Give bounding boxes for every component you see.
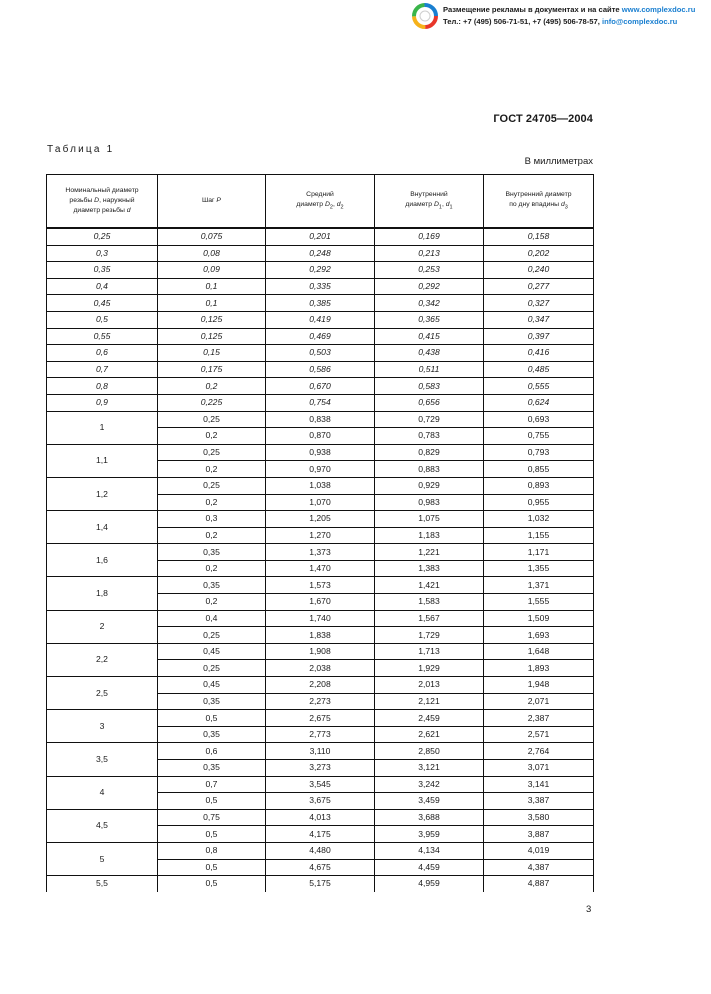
cell-nominal-diameter: 1,1 <box>47 444 158 477</box>
cell-d2: 4,675 <box>266 859 375 876</box>
cell-d3: 0,755 <box>484 428 594 445</box>
cell-p: 0,2 <box>158 527 266 544</box>
cell-d2: 0,870 <box>266 428 375 445</box>
cell-d2: 1,470 <box>266 560 375 577</box>
header-pitch: Шаг P <box>158 175 266 229</box>
cell-p: 0,35 <box>158 726 266 743</box>
cell-d2: 1,670 <box>266 594 375 611</box>
cell-d3: 0,327 <box>484 295 594 312</box>
cell-d3: 0,240 <box>484 262 594 279</box>
cell-d3: 0,555 <box>484 378 594 395</box>
cell-nominal-diameter: 5,5 <box>47 876 158 892</box>
table-row <box>47 245 594 262</box>
cell-nominal-diameter: 2,5 <box>47 677 158 710</box>
table-row <box>47 477 594 494</box>
table-row <box>47 842 594 859</box>
cell-d1: 0,213 <box>375 245 484 262</box>
cell-p: 0,25 <box>158 411 266 428</box>
cell-nominal-diameter: 0,3 <box>47 245 158 262</box>
cell-d2: 1,573 <box>266 577 375 594</box>
cell-nominal-diameter: 1,8 <box>47 577 158 610</box>
cell-d2: 0,938 <box>266 444 375 461</box>
cell-d2: 0,292 <box>266 262 375 279</box>
table-row <box>47 228 594 245</box>
cell-d1: 3,242 <box>375 776 484 793</box>
cell-d2: 1,838 <box>266 627 375 644</box>
cell-p: 0,5 <box>158 876 266 892</box>
table-body <box>47 228 594 892</box>
cell-d3: 3,141 <box>484 776 594 793</box>
table-row <box>47 677 594 694</box>
cell-d2: 0,385 <box>266 295 375 312</box>
table-row <box>47 643 594 660</box>
cell-p: 0,08 <box>158 245 266 262</box>
header-pitch-diameter: Средний диаметр $D_2$, $d_2$ <box>266 175 375 229</box>
table-row <box>47 295 594 312</box>
gost-code: ГОСТ 24705—2004 <box>493 113 593 125</box>
cell-d1: 0,983 <box>375 494 484 511</box>
cell-d3: 4,887 <box>484 876 594 892</box>
cell-nominal-diameter: 0,55 <box>47 328 158 345</box>
cell-d3: 2,764 <box>484 743 594 760</box>
cell-d1: 1,929 <box>375 660 484 677</box>
page-number: 3 <box>586 904 592 915</box>
table-row <box>47 394 594 411</box>
cell-d1: 2,621 <box>375 726 484 743</box>
cell-p: 0,25 <box>158 477 266 494</box>
cell-d1: 0,292 <box>375 278 484 295</box>
cell-d1: 1,583 <box>375 594 484 611</box>
cell-d3: 1,371 <box>484 577 594 594</box>
cell-d2: 0,201 <box>266 228 375 245</box>
cell-d2: 4,013 <box>266 809 375 826</box>
cell-nominal-diameter: 3 <box>47 710 158 743</box>
cell-d1: 1,075 <box>375 511 484 528</box>
email-link[interactable]: info@complexdoc.ru <box>601 17 678 26</box>
cell-p: 0,125 <box>158 328 266 345</box>
cell-d2: 0,469 <box>266 328 375 345</box>
cell-d2: 3,110 <box>266 743 375 760</box>
cell-d3: 0,955 <box>484 494 594 511</box>
table-row <box>47 278 594 295</box>
cell-d2: 1,205 <box>266 511 375 528</box>
cell-d3: 3,580 <box>484 809 594 826</box>
table-row <box>47 710 594 727</box>
cell-d2: 2,675 <box>266 710 375 727</box>
cell-d3: 0,202 <box>484 245 594 262</box>
cell-d1: 1,221 <box>375 544 484 561</box>
cell-d2: 1,373 <box>266 544 375 561</box>
cell-nominal-diameter: 0,9 <box>47 394 158 411</box>
cell-nominal-diameter: 5 <box>47 842 158 875</box>
cell-d1: 4,459 <box>375 859 484 876</box>
cell-d2: 0,670 <box>266 378 375 395</box>
cell-p: 0,35 <box>158 693 266 710</box>
cell-d3: 0,893 <box>484 477 594 494</box>
cell-d1: 0,169 <box>375 228 484 245</box>
cell-nominal-diameter: 0,4 <box>47 278 158 295</box>
cell-d2: 1,740 <box>266 610 375 627</box>
cell-d1: 2,459 <box>375 710 484 727</box>
cell-d2: 1,038 <box>266 477 375 494</box>
cell-d2: 0,335 <box>266 278 375 295</box>
cell-nominal-diameter: 0,5 <box>47 311 158 328</box>
cell-d2: 0,248 <box>266 245 375 262</box>
cell-p: 0,1 <box>158 295 266 312</box>
cell-nominal-diameter: 4 <box>47 776 158 809</box>
header-minor-diameter: Внутренний диаметр $D_1$, $d_1$ <box>375 175 484 229</box>
table-row <box>47 544 594 561</box>
cell-p: 0,35 <box>158 577 266 594</box>
cell-p: 0,7 <box>158 776 266 793</box>
cell-d3: 0,693 <box>484 411 594 428</box>
cell-nominal-diameter: 2 <box>47 610 158 643</box>
cell-d1: 1,383 <box>375 560 484 577</box>
cell-d3: 2,071 <box>484 693 594 710</box>
cell-d1: 3,121 <box>375 760 484 777</box>
cell-nominal-diameter: 4,5 <box>47 809 158 842</box>
table-row <box>47 328 594 345</box>
cell-d1: 1,729 <box>375 627 484 644</box>
cell-p: 0,125 <box>158 311 266 328</box>
cell-p: 0,75 <box>158 809 266 826</box>
table-row <box>47 743 594 760</box>
cell-nominal-diameter: 0,8 <box>47 378 158 395</box>
cell-d3: 1,893 <box>484 660 594 677</box>
cell-d1: 1,567 <box>375 610 484 627</box>
cell-p: 0,2 <box>158 378 266 395</box>
cell-d1: 2,850 <box>375 743 484 760</box>
cell-d1: 0,656 <box>375 394 484 411</box>
cell-p: 0,5 <box>158 710 266 727</box>
table-row <box>47 610 594 627</box>
cell-d1: 1,421 <box>375 577 484 594</box>
cell-d2: 0,754 <box>266 394 375 411</box>
table-row <box>47 511 594 528</box>
table-row <box>47 577 594 594</box>
cell-d3: 4,019 <box>484 842 594 859</box>
cell-d3: 0,347 <box>484 311 594 328</box>
ad-line-1 <box>443 5 695 15</box>
cell-d1: 0,415 <box>375 328 484 345</box>
cell-d3: 3,387 <box>484 793 594 810</box>
table-row <box>47 411 594 428</box>
cell-d2: 0,586 <box>266 361 375 378</box>
cell-d2: 4,480 <box>266 842 375 859</box>
cell-nominal-diameter: 0,7 <box>47 361 158 378</box>
cell-d1: 0,342 <box>375 295 484 312</box>
cell-d2: 2,773 <box>266 726 375 743</box>
cell-d2: 4,175 <box>266 826 375 843</box>
cell-d1: 0,253 <box>375 262 484 279</box>
cell-p: 0,075 <box>158 228 266 245</box>
cell-nominal-diameter: 0,25 <box>47 228 158 245</box>
cell-p: 0,45 <box>158 677 266 694</box>
cell-d3: 0,485 <box>484 361 594 378</box>
cell-d1: 0,511 <box>375 361 484 378</box>
cell-d3: 4,387 <box>484 859 594 876</box>
cell-d2: 0,970 <box>266 461 375 478</box>
cell-p: 0,5 <box>158 826 266 843</box>
table-row <box>47 311 594 328</box>
cell-d2: 3,545 <box>266 776 375 793</box>
cell-d2: 0,503 <box>266 345 375 362</box>
cell-d2: 1,270 <box>266 527 375 544</box>
cell-d1: 3,959 <box>375 826 484 843</box>
cell-d3: 1,355 <box>484 560 594 577</box>
cell-d2: 5,175 <box>266 876 375 892</box>
gear-logo-icon <box>412 3 438 29</box>
cell-d3: 0,158 <box>484 228 594 245</box>
cell-d1: 0,583 <box>375 378 484 395</box>
cell-d3: 1,032 <box>484 511 594 528</box>
cell-p: 0,5 <box>158 859 266 876</box>
cell-d3: 1,155 <box>484 527 594 544</box>
thread-dimensions-table <box>46 174 594 892</box>
cell-d1: 3,459 <box>375 793 484 810</box>
cell-d3: 1,648 <box>484 643 594 660</box>
cell-d3: 1,693 <box>484 627 594 644</box>
cell-d1: 1,713 <box>375 643 484 660</box>
ad-line-2 <box>443 17 677 27</box>
cell-d1: 0,883 <box>375 461 484 478</box>
cell-p: 0,2 <box>158 494 266 511</box>
cell-d3: 0,793 <box>484 444 594 461</box>
cell-d2: 3,273 <box>266 760 375 777</box>
cell-d3: 3,071 <box>484 760 594 777</box>
cell-nominal-diameter: 0,6 <box>47 345 158 362</box>
header-nominal-diameter: Номинальный диаметр резьбы D, наружный диаметр резьбы d <box>47 175 158 229</box>
cell-p: 0,2 <box>158 560 266 577</box>
cell-d1: 4,959 <box>375 876 484 892</box>
cell-p: 0,6 <box>158 743 266 760</box>
cell-p: 0,35 <box>158 544 266 561</box>
cell-d3: 0,416 <box>484 345 594 362</box>
cell-d3: 0,855 <box>484 461 594 478</box>
cell-p: 0,1 <box>158 278 266 295</box>
cell-d2: 1,070 <box>266 494 375 511</box>
table-row <box>47 378 594 395</box>
header-root-diameter: Внутренний диаметр по дну впадины $d_3$ <box>484 175 594 229</box>
cell-p: 0,35 <box>158 760 266 777</box>
cell-d3: 1,948 <box>484 677 594 694</box>
cell-p: 0,3 <box>158 511 266 528</box>
cell-p: 0,2 <box>158 461 266 478</box>
cell-d1: 0,929 <box>375 477 484 494</box>
cell-nominal-diameter: 2,2 <box>47 643 158 676</box>
cell-p: 0,25 <box>158 627 266 644</box>
cell-d1: 4,134 <box>375 842 484 859</box>
table-row <box>47 444 594 461</box>
cell-d2: 2,208 <box>266 677 375 694</box>
cell-d3: 3,887 <box>484 826 594 843</box>
cell-d2: 0,419 <box>266 311 375 328</box>
cell-d1: 2,013 <box>375 677 484 694</box>
table-row <box>47 809 594 826</box>
cell-p: 0,09 <box>158 262 266 279</box>
ad-phone-text: Тел.: +7 (495) 506-71-51, +7 (495) 506-78-57, <box>443 17 602 26</box>
cell-p: 0,2 <box>158 428 266 445</box>
cell-nominal-diameter: 1,6 <box>47 544 158 577</box>
cell-d3: 0,397 <box>484 328 594 345</box>
cell-p: 0,2 <box>158 594 266 611</box>
cell-d3: 2,387 <box>484 710 594 727</box>
units-label: В миллиметрах <box>524 156 593 167</box>
cell-d2: 2,273 <box>266 693 375 710</box>
site-link[interactable]: www.complexdoc.ru <box>621 5 696 14</box>
cell-nominal-diameter: 0,45 <box>47 295 158 312</box>
cell-d2: 3,675 <box>266 793 375 810</box>
cell-d1: 2,121 <box>375 693 484 710</box>
cell-p: 0,4 <box>158 610 266 627</box>
cell-d3: 1,555 <box>484 594 594 611</box>
cell-p: 0,25 <box>158 660 266 677</box>
cell-d3: 0,277 <box>484 278 594 295</box>
cell-d2: 2,038 <box>266 660 375 677</box>
table-row <box>47 345 594 362</box>
cell-nominal-diameter: 0,35 <box>47 262 158 279</box>
cell-p: 0,45 <box>158 643 266 660</box>
cell-d1: 3,688 <box>375 809 484 826</box>
table-row <box>47 262 594 279</box>
table-row <box>47 361 594 378</box>
cell-d3: 2,571 <box>484 726 594 743</box>
advertisement-header <box>412 2 707 30</box>
cell-p: 0,15 <box>158 345 266 362</box>
cell-nominal-diameter: 3,5 <box>47 743 158 776</box>
cell-p: 0,175 <box>158 361 266 378</box>
cell-d1: 0,438 <box>375 345 484 362</box>
cell-d1: 0,829 <box>375 444 484 461</box>
cell-p: 0,25 <box>158 444 266 461</box>
cell-d3: 1,171 <box>484 544 594 561</box>
cell-d1: 0,365 <box>375 311 484 328</box>
cell-d1: 0,783 <box>375 428 484 445</box>
cell-nominal-diameter: 1 <box>47 411 158 444</box>
cell-p: 0,5 <box>158 793 266 810</box>
cell-nominal-diameter: 1,2 <box>47 477 158 510</box>
cell-d2: 1,908 <box>266 643 375 660</box>
table-caption: Таблица 1 <box>47 144 115 155</box>
cell-p: 0,225 <box>158 394 266 411</box>
cell-d3: 0,624 <box>484 394 594 411</box>
table-row <box>47 776 594 793</box>
cell-d2: 0,838 <box>266 411 375 428</box>
cell-nominal-diameter: 1,4 <box>47 511 158 544</box>
ad-text: Размещение рекламы в документах и на сайте <box>443 5 622 14</box>
cell-d1: 0,729 <box>375 411 484 428</box>
table-row <box>47 876 594 892</box>
cell-p: 0,8 <box>158 842 266 859</box>
cell-d1: 1,183 <box>375 527 484 544</box>
cell-d3: 1,509 <box>484 610 594 627</box>
